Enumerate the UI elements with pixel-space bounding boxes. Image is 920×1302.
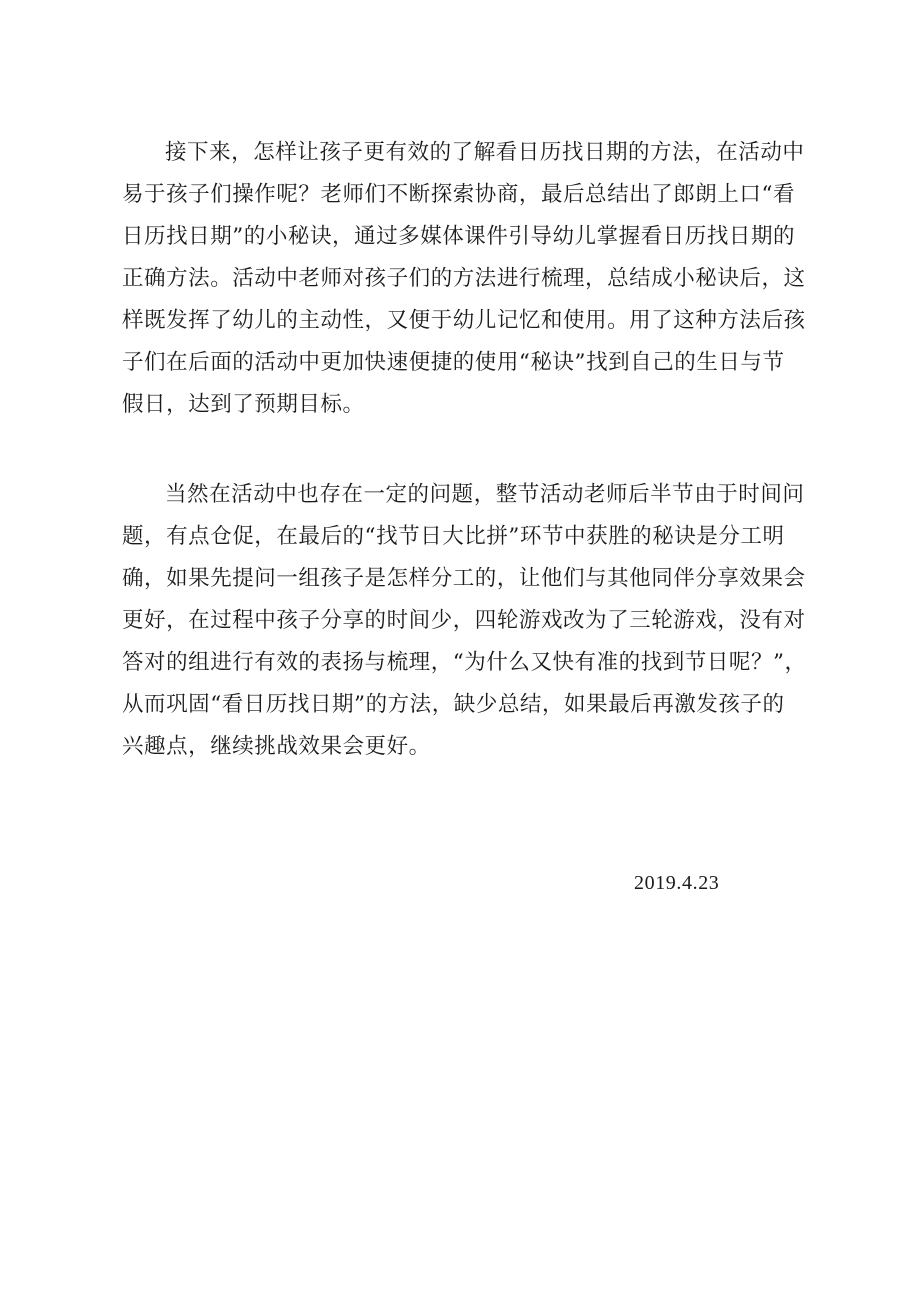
paragraph-line: 从而巩固“看日历找日期”的方法，缺少总结，如果最后再激发孩子的	[122, 692, 785, 717]
paragraph-line: 确，如果先提问一组孩子是怎样分工的，让他们与其他同伴分享效果会	[122, 566, 806, 591]
paragraph-line: 正确方法。活动中老师对孩子们的方法进行梳理，总结成小秘诀后，这	[122, 266, 806, 291]
paragraph-line: 易于孩子们操作呢？老师们不断探索协商，最后总结出了郎朗上口“看	[122, 182, 796, 207]
paragraph-line: 日历找日期”的小秘诀，通过多媒体课件引导幼儿掌握看日历找日期的	[122, 224, 796, 249]
paragraph-line: 答对的组进行有效的表扬与梳理，“为什么又快有准的找到节日呢？”，	[122, 650, 807, 675]
paragraph-line: 兴趣点，继续挑战效果会更好。	[122, 734, 431, 759]
paragraph-line: 题，有点仓促，在最后的“找节日大比拼”环节中获胜的秘诀是分工明	[122, 524, 785, 549]
paragraph-line: 接下来，怎样让孩子更有效的了解看日历找日期的方法，在活动中	[165, 140, 805, 165]
paragraph-line: 样既发挥了幼儿的主动性，又便于幼儿记忆和使用。用了这种方法后孩	[122, 308, 806, 333]
paragraph-line: 当然在活动中也存在一定的问题，整节活动老师后半节由于时间问	[165, 482, 805, 507]
paragraph-line: 假日，达到了预期目标。	[122, 392, 365, 417]
document-date: 2019.4.23	[634, 872, 720, 894]
paragraph-line: 子们在后面的活动中更加快速便捷的使用“秘诀”找到自己的生日与节	[122, 350, 785, 375]
paragraph-line: 更好，在过程中孩子分享的时间少，四轮游戏改为了三轮游戏，没有对	[122, 608, 806, 633]
